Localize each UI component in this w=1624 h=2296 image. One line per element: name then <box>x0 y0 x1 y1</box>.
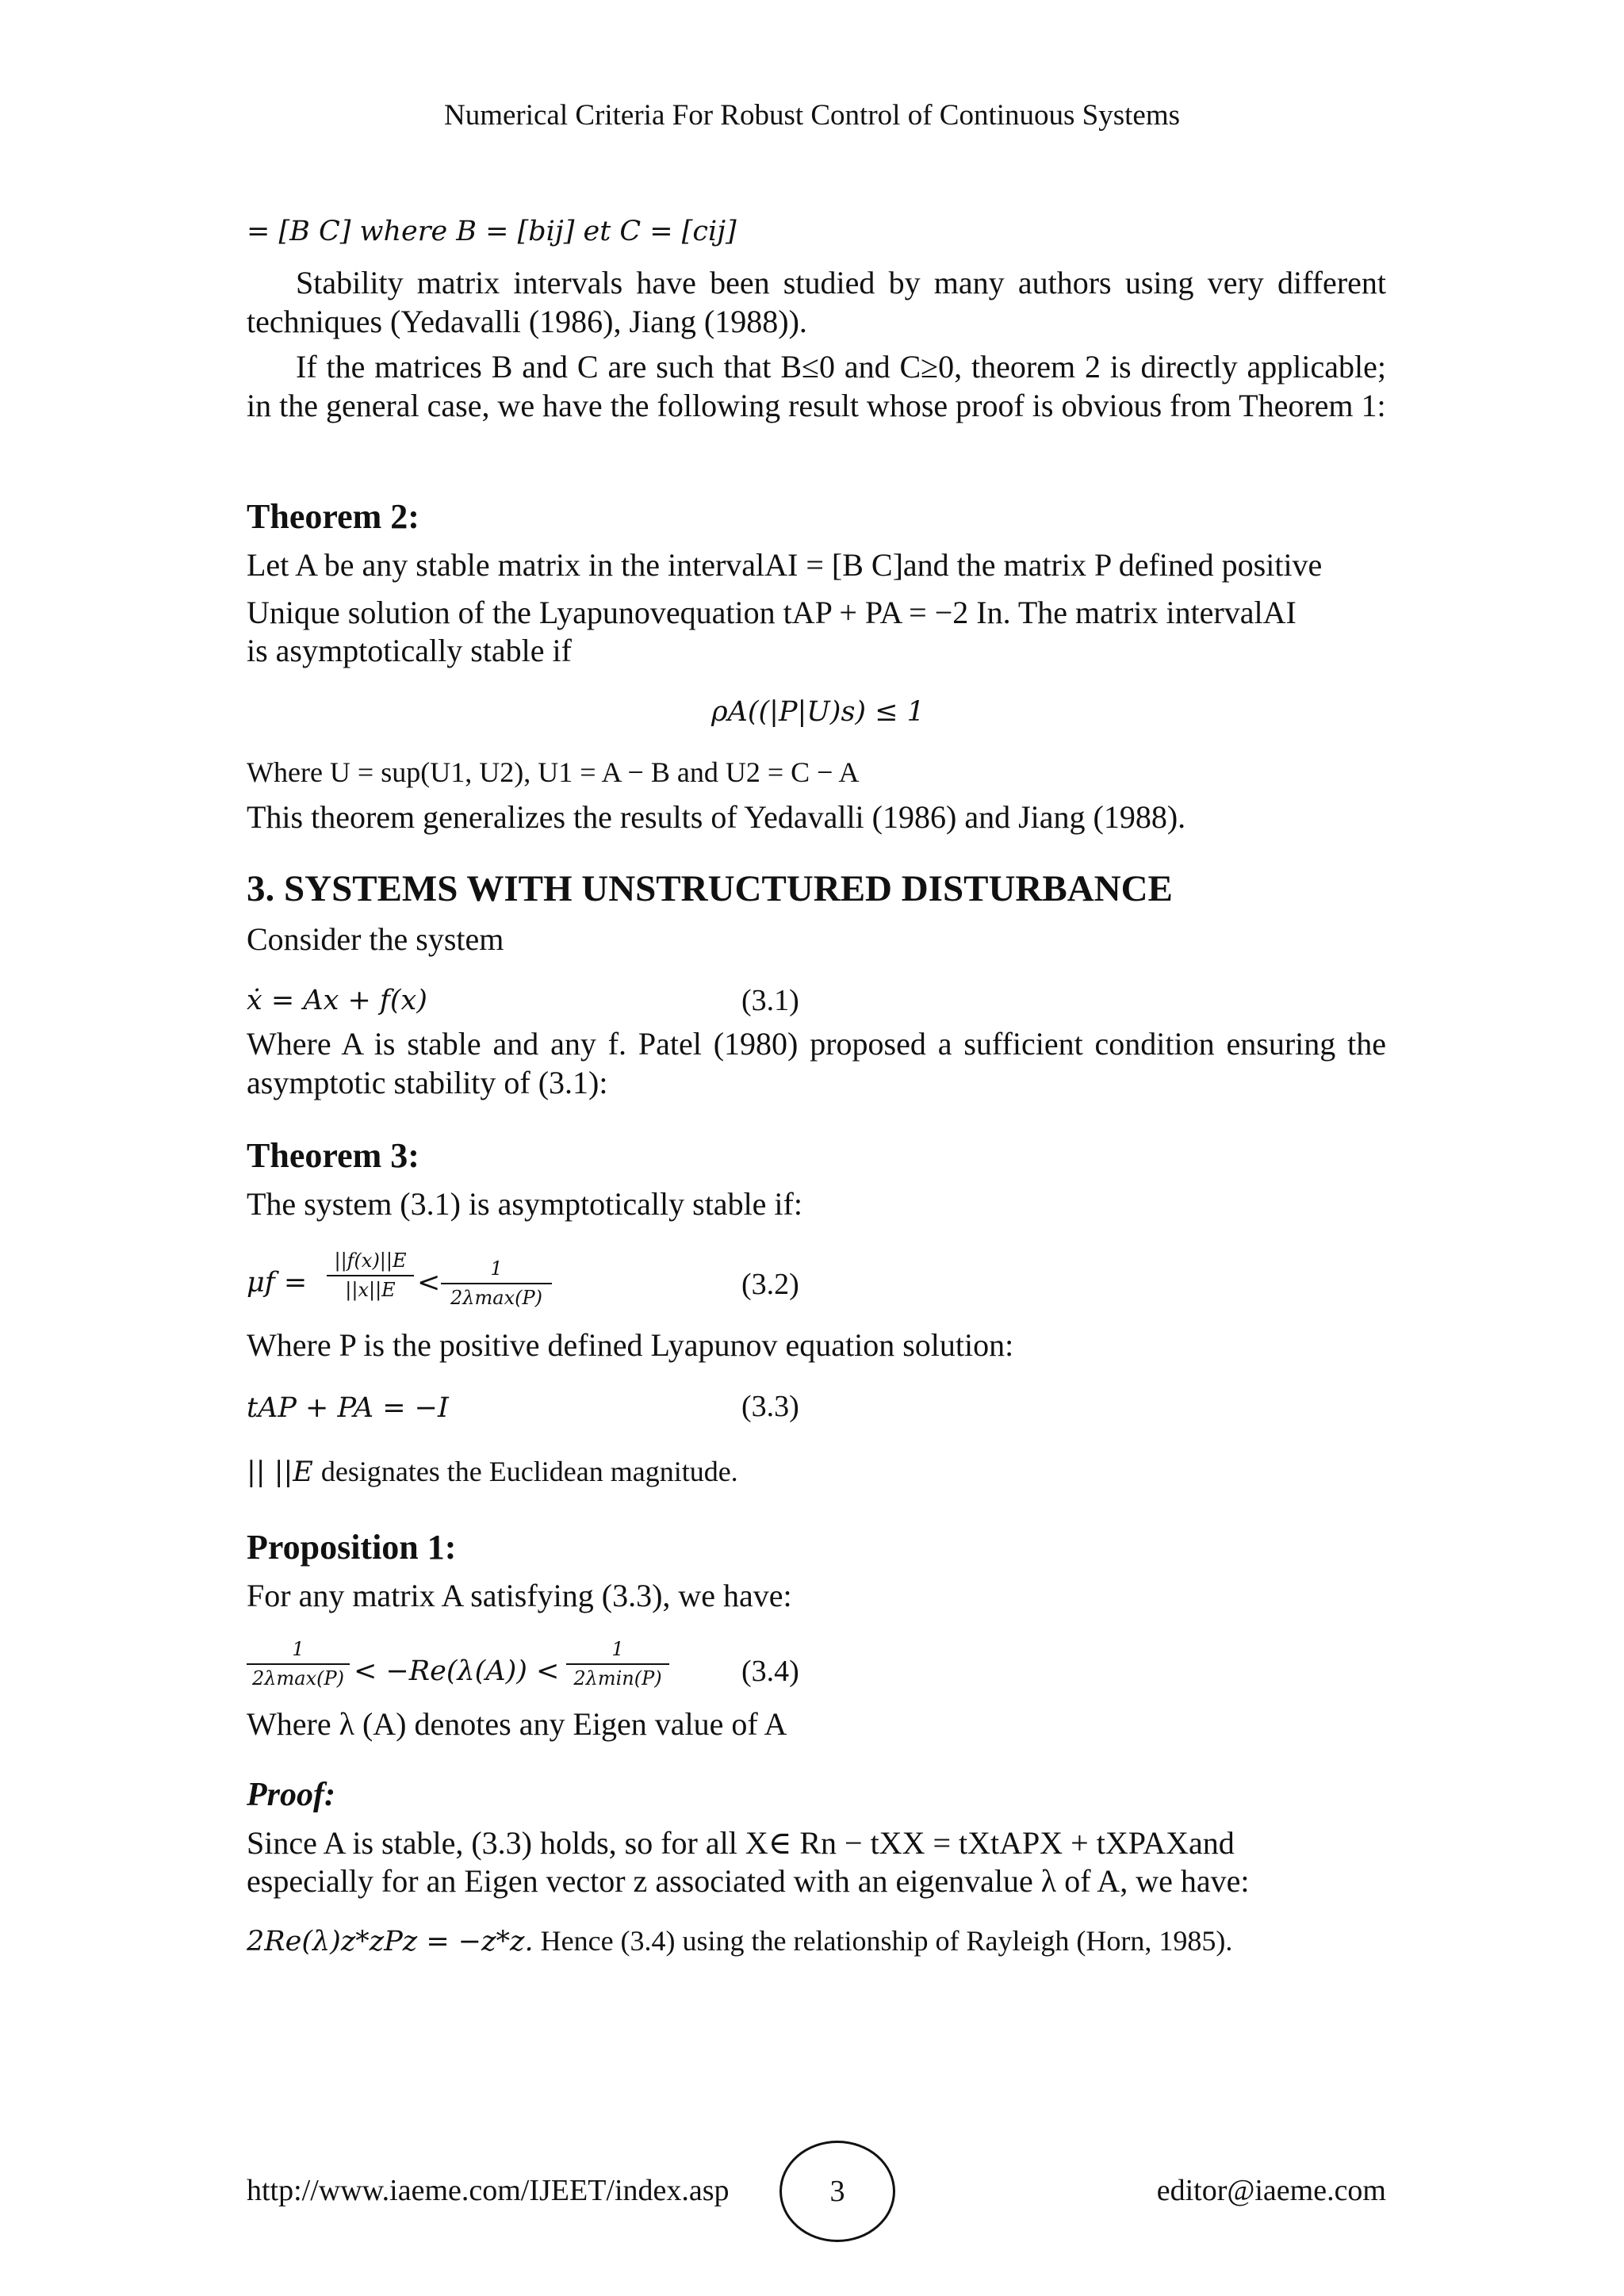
equation-3-4-left-fraction <box>247 1638 350 1689</box>
equation-3-2-less-than: < <box>417 1267 441 1299</box>
equation-3-2-lhs: μf = <box>247 1267 308 1299</box>
equation-3-4-middle: < −Re(λ(A)) < <box>354 1655 560 1687</box>
left-denominator: 2λmax(P) <box>252 1667 344 1689</box>
rayleigh-relation: 2Re(λ)z*zPz = −z*z. <box>247 1926 534 1957</box>
left-numerator: 1 <box>292 1638 304 1660</box>
fraction-bar <box>441 1283 552 1284</box>
journal-url-link[interactable]: http://www.iaeme.com/IJEET/index.asp <box>247 2174 730 2207</box>
equation-3-2-norm-fraction <box>327 1249 414 1301</box>
section-3-heading: 3. SYSTEMS WITH UNSTRUCTURED DISTURBANCE <box>247 868 1173 909</box>
fraction-bar <box>566 1663 669 1665</box>
equation-3-2-number: (3.2) <box>741 1268 799 1301</box>
equation-3-3-number: (3.3) <box>741 1390 799 1423</box>
equation-3-1-number: (3.1) <box>741 984 799 1017</box>
theorem-2-where: Where U = sup(U1, U2), U1 = A − B and U2 = C − A <box>247 756 860 788</box>
rhs-numerator: 1 <box>490 1257 503 1280</box>
right-numerator: 1 <box>611 1638 624 1660</box>
theorem-2-line-2: Unique solution of the Lyapunovequation tAP + PA = −2 In. The matrix intervalAI <box>247 595 1297 630</box>
proposition-1-statement: For any matrix A satisfying (3.3), we have: <box>247 1578 792 1613</box>
section-3-intro: Consider the system <box>247 921 504 957</box>
proof-line-1: Since A is stable, (3.3) holds, so for all X∈ Rn − tXX = tXtAPX + tXPAXand <box>247 1825 1235 1861</box>
theorem-2-line-3: is asymptotically stable if <box>247 633 572 668</box>
norm-description-text: designates the Euclidean magnitude. <box>320 1456 738 1487</box>
proof-line-3-text: Hence (3.4) using the relationship of Rayleigh (Horn, 1985). <box>533 1925 1233 1957</box>
theorem-2-condition: ρA((|P|U)s) ≤ 1 <box>711 696 925 728</box>
right-denominator: 2λmin(P) <box>573 1667 662 1689</box>
theorem-2-note: This theorem generalizes the results of Yedavalli (1986) and Jiang (1988). <box>247 799 1186 835</box>
page-number-text: 3 <box>829 2175 845 2208</box>
section-3-paragraph: Where A is stable and any f. Patel (1980) proposed a sufficient condition ensuring the asymptotic stability of (3.1): <box>247 1026 1386 1100</box>
proposition-1-heading: Proposition 1: <box>247 1528 457 1567</box>
matrix-interval-definition: = [B C] where B = [bij] et C = [cij] <box>247 216 737 247</box>
paragraph-matrices-b-c: If the matrices B and C are such that B≤0 and C≥0, theorem 2 is directly applicable; in the general case, we have the following result whose proof is obvious from Theorem 1: <box>247 349 1386 423</box>
equation-3-4-right-fraction <box>566 1638 669 1689</box>
theorem-2-heading: Theorem 2: <box>247 497 419 536</box>
euclidean-norm-symbol: || ||E <box>247 1456 313 1488</box>
running-header: Numerical Criteria For Robust Control of Continuous Systems <box>443 99 1181 132</box>
fraction-bar <box>327 1275 414 1276</box>
proof-heading: Proof: <box>247 1777 335 1813</box>
rhs-denominator: 2λmax(P) <box>450 1287 542 1309</box>
equation-3-3: tAP + PA = −I <box>247 1392 449 1424</box>
theorem-2-line-1: Let A be any stable matrix in the intervalAI = [B C]and the matrix P defined positive <box>247 547 1323 583</box>
proposition-1-where: Where λ (A) denotes any Eigen value of A <box>247 1706 787 1742</box>
theorem-3-where: Where P is the positive defined Lyapunov equation solution: <box>247 1327 1014 1363</box>
norm-description <box>247 1451 738 1492</box>
paragraph-stability-intervals: Stability matrix intervals have been studied by many authors using very different techniques (Yedavalli (1986), Jiang (1988)). <box>247 265 1386 339</box>
norm-x-denominator: ||x||E <box>345 1279 396 1301</box>
editor-email-link[interactable]: editor@iaeme.com <box>1156 2174 1386 2207</box>
equation-3-2-rhs-fraction <box>441 1257 552 1309</box>
equation-3-1: ẋ = Ax + f(x) <box>247 985 427 1016</box>
theorem-3-statement: The system (3.1) is asymptotically stable if: <box>247 1186 802 1222</box>
page-number <box>779 2141 895 2242</box>
equation-3-4-number: (3.4) <box>741 1655 799 1688</box>
proof-line-3 <box>247 1920 1232 1961</box>
theorem-3-heading: Theorem 3: <box>247 1136 419 1175</box>
norm-fx-numerator: ||f(x)||E <box>334 1249 407 1272</box>
fraction-bar <box>247 1663 350 1665</box>
proof-line-2: especially for an Eigen vector z associated with an eigenvalue λ of A, we have: <box>247 1863 1250 1899</box>
